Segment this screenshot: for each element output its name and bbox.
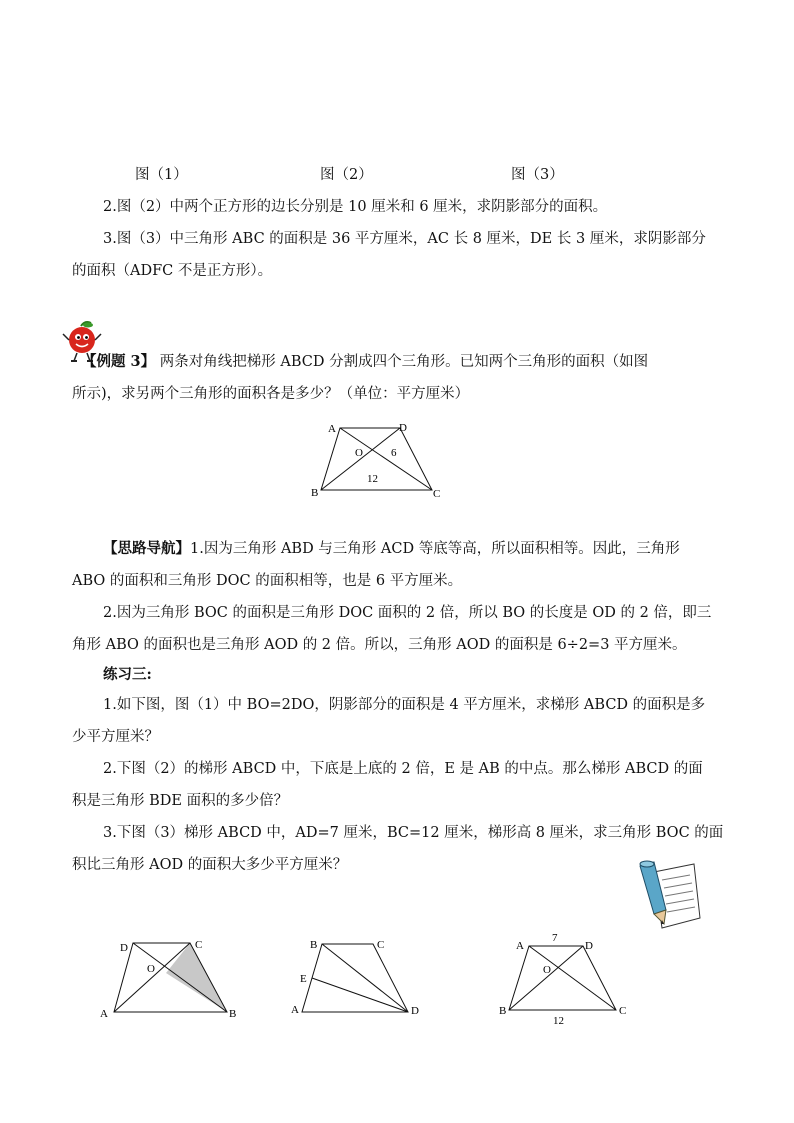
solution-title: 【思路导航】 (103, 540, 190, 557)
practice-line5: 3.下图（3）梯形 ABCD 中，AD=7 厘米，BC=12 厘米，梯形高 8 厘米，求三角形 BOC 的面 (103, 825, 724, 841)
ex-label-C: C (433, 488, 441, 500)
fig3-label-C: C (619, 1005, 627, 1017)
fig2-label-A: A (291, 1004, 299, 1016)
ex-label-D: D (399, 422, 407, 434)
example-line2: 所示)，求另两个三角形的面积各是多少？（单位：平方厘米） (72, 386, 470, 402)
solution-line1 (103, 539, 680, 559)
practice-line2: 少平方厘米？ (72, 729, 159, 745)
solution-line3: 2.因为三角形 BOC 的面积是三角形 DOC 面积的 2 倍，所以 BO 的长度是 OD 的 2 倍，即三 (103, 605, 712, 621)
problem-3-line1: 3.图（3）中三角形 ABC 的面积是 36 平方厘米，AC 长 8 厘米，DE 长 3 厘米，求阴影部分 (103, 231, 706, 247)
ex-label-O: O (355, 447, 363, 459)
fig2-label-B: B (310, 939, 318, 951)
fig2-label-D: D (411, 1005, 419, 1017)
fig2-label-E: E (300, 973, 307, 985)
pencil-paper-icon (632, 858, 702, 933)
ex-label-12: 12 (367, 473, 378, 485)
practice-figure-1 (95, 935, 245, 1025)
fig1-label-O: O (147, 963, 155, 975)
example-line1 (82, 352, 648, 372)
solution-line2: ABO 的面积和三角形 DOC 的面积相等，也是 6 平方厘米。 (72, 573, 463, 589)
fig1-label-A: A (100, 1008, 108, 1020)
problem-2: 2.图（2）中两个正方形的边长分别是 10 厘米和 6 厘米，求阴影部分的面积。 (103, 199, 608, 215)
solution-line4: 角形 ABO 的面积也是三角形 AOD 的 2 倍。所以，三角形 AOD 的面积是 6÷2=3 平方厘米。 (72, 637, 687, 653)
caption-fig1: 图（1） (135, 167, 188, 183)
ex-label-A: A (328, 423, 336, 435)
fig3-label-D: D (585, 940, 593, 952)
caption-fig3: 图（3） (511, 167, 564, 183)
example-text1: 两条对角线把梯形 ABCD 分割成四个三角形。已知两个三角形的面积（如图 (159, 354, 649, 370)
solution-text1: 1.因为三角形 ABD 与三角形 ACD 等底等高，所以面积相等。因此，三角形 (190, 541, 680, 557)
practice-line6: 积比三角形 AOD 的面积大多少平方厘米？ (72, 857, 348, 873)
fig2-label-C: C (377, 939, 385, 951)
fig3-label-A: A (516, 940, 524, 952)
practice-line3: 2.下图（2）的梯形 ABCD 中，下底是上底的 2 倍，E 是 AB 的中点。那么梯形 ABCD 的面 (103, 761, 703, 777)
fig1-label-C: C (195, 939, 203, 951)
practice-line1: 1.如下图，图（1）中 BO=2DO，阴影部分的面积是 4 平方厘米，求梯形 ABCD 的面积是多 (103, 697, 706, 713)
example-title: 【例题 3】 (82, 353, 156, 370)
fig1-label-B: B (229, 1008, 237, 1020)
practice-figure-2 (285, 935, 435, 1025)
practice-title: 练习三: (103, 666, 152, 683)
ex-label-B: B (311, 487, 319, 499)
fig3-label-12: 12 (553, 1015, 564, 1027)
fig3-label-7: 7 (552, 932, 558, 944)
practice-line4: 积是三角形 BDE 面积的多少倍？ (72, 793, 289, 809)
ex-label-6: 6 (391, 447, 397, 459)
problem-3-line2: 的面积（ADFC 不是正方形）。 (72, 263, 273, 279)
fig3-label-O: O (543, 964, 551, 976)
fig1-label-D: D (120, 942, 128, 954)
fig3-label-B: B (499, 1005, 507, 1017)
caption-fig2: 图（2） (320, 167, 373, 183)
example-trapezoid-diagram (305, 418, 455, 504)
practice-figure-3 (490, 925, 640, 1030)
